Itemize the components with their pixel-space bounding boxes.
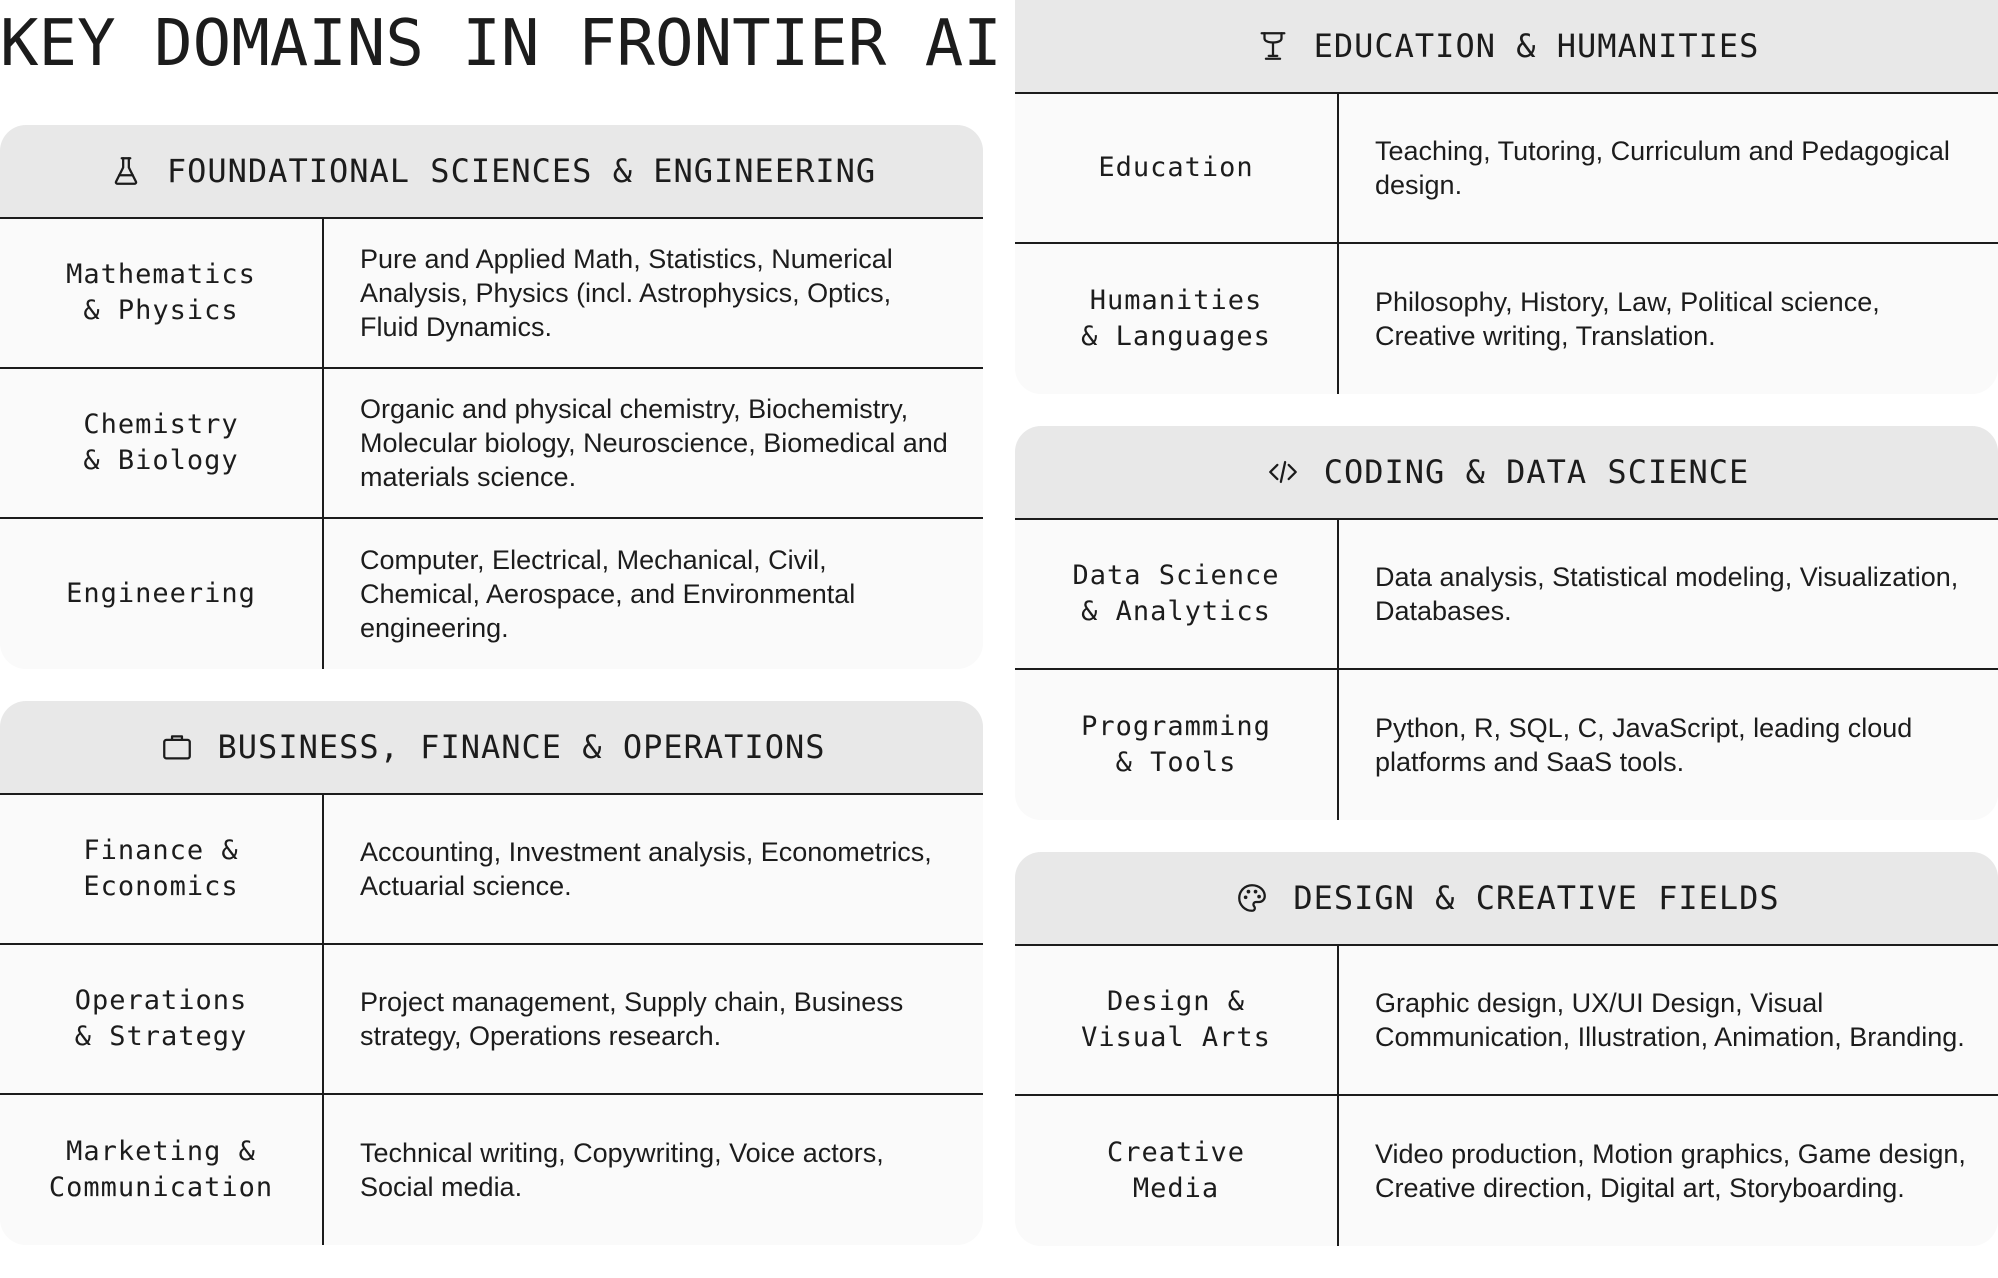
section-foundational [0, 125, 983, 669]
section-title: DESIGN & CREATIVE FIELDS [1293, 879, 1780, 917]
section-education [1015, 0, 1998, 394]
section-title: FOUNDATIONAL SCIENCES & ENGINEERING [166, 152, 877, 190]
row-description: Technical writing, Copywriting, Voice actors, Social media. [360, 1138, 884, 1202]
left-column [0, 125, 983, 1277]
row-description: Organic and physical chemistry, Biochemistry, Molecular biology, Neuroscience, Biomedical and materials science. [360, 394, 948, 492]
row-description: Philosophy, History, Law, Political science, Creative writing, Translation. [1375, 287, 1880, 351]
section-header [0, 701, 983, 795]
right-column [1015, 0, 1998, 1278]
section-header [1015, 426, 1998, 520]
row-description: Video production, Motion graphics, Game design, Creative direction, Digital art, Storyboarding. [1375, 1139, 1966, 1203]
table-row [0, 219, 983, 369]
row-label: Programming & Tools [1015, 670, 1339, 820]
row-label: Chemistry & Biology [0, 369, 324, 517]
table-row [1015, 670, 1998, 820]
row-label: Humanities & Languages [1015, 244, 1339, 394]
table-row [1015, 520, 1998, 670]
section-business [0, 701, 983, 1245]
table-row [1015, 244, 1998, 394]
row-label: Mathematics & Physics [0, 219, 324, 367]
code-icon [1264, 453, 1302, 491]
table-row [1015, 946, 1998, 1096]
row-description: Graphic design, UX/UI Design, Visual Communication, Illustration, Animation, Branding. [1375, 988, 1965, 1052]
flask-icon [107, 152, 145, 190]
row-label: Design & Visual Arts [1015, 946, 1339, 1094]
section-title: EDUCATION & HUMANITIES [1313, 27, 1760, 65]
row-label: Operations & Strategy [0, 945, 324, 1093]
section-coding [1015, 426, 1998, 820]
section-title: BUSINESS, FINANCE & OPERATIONS [217, 728, 826, 766]
section-title: CODING & DATA SCIENCE [1323, 453, 1750, 491]
row-label: Creative Media [1015, 1096, 1339, 1246]
section-header [0, 125, 983, 219]
palette-icon [1233, 879, 1271, 917]
page-title: KEY DOMAINS IN FRONTIER AI [0, 7, 1002, 81]
row-label: Finance & Economics [0, 795, 324, 943]
lectern-icon [1254, 27, 1292, 65]
row-description: Accounting, Investment analysis, Econometrics, Actuarial science. [360, 837, 932, 901]
table-row [0, 1095, 983, 1245]
section-header [1015, 852, 1998, 946]
row-label: Engineering [0, 519, 324, 669]
row-label: Marketing & Communication [0, 1095, 324, 1245]
table-row [0, 369, 983, 519]
table-row [1015, 94, 1998, 244]
row-description: Project management, Supply chain, Business strategy, Operations research. [360, 987, 904, 1051]
briefcase-icon [158, 728, 196, 766]
row-description: Data analysis, Statistical modeling, Visualization, Databases. [1375, 562, 1959, 626]
row-description: Computer, Electrical, Mechanical, Civil, Chemical, Aerospace, and Environmental engineering. [360, 545, 856, 643]
row-description: Pure and Applied Math, Statistics, Numerical Analysis, Physics (incl. Astrophysics, Optics, Fluid Dynamics. [360, 244, 893, 342]
section-header [1015, 0, 1998, 94]
row-label: Education [1015, 94, 1339, 242]
row-label: Data Science & Analytics [1015, 520, 1339, 668]
table-row [0, 519, 983, 669]
row-description: Teaching, Tutoring, Curriculum and Pedagogical design. [1375, 136, 1950, 200]
row-description: Python, R, SQL, C, JavaScript, leading cloud platforms and SaaS tools. [1375, 713, 1913, 777]
table-row [0, 945, 983, 1095]
table-row [1015, 1096, 1998, 1246]
section-design [1015, 852, 1998, 1246]
table-row [0, 795, 983, 945]
